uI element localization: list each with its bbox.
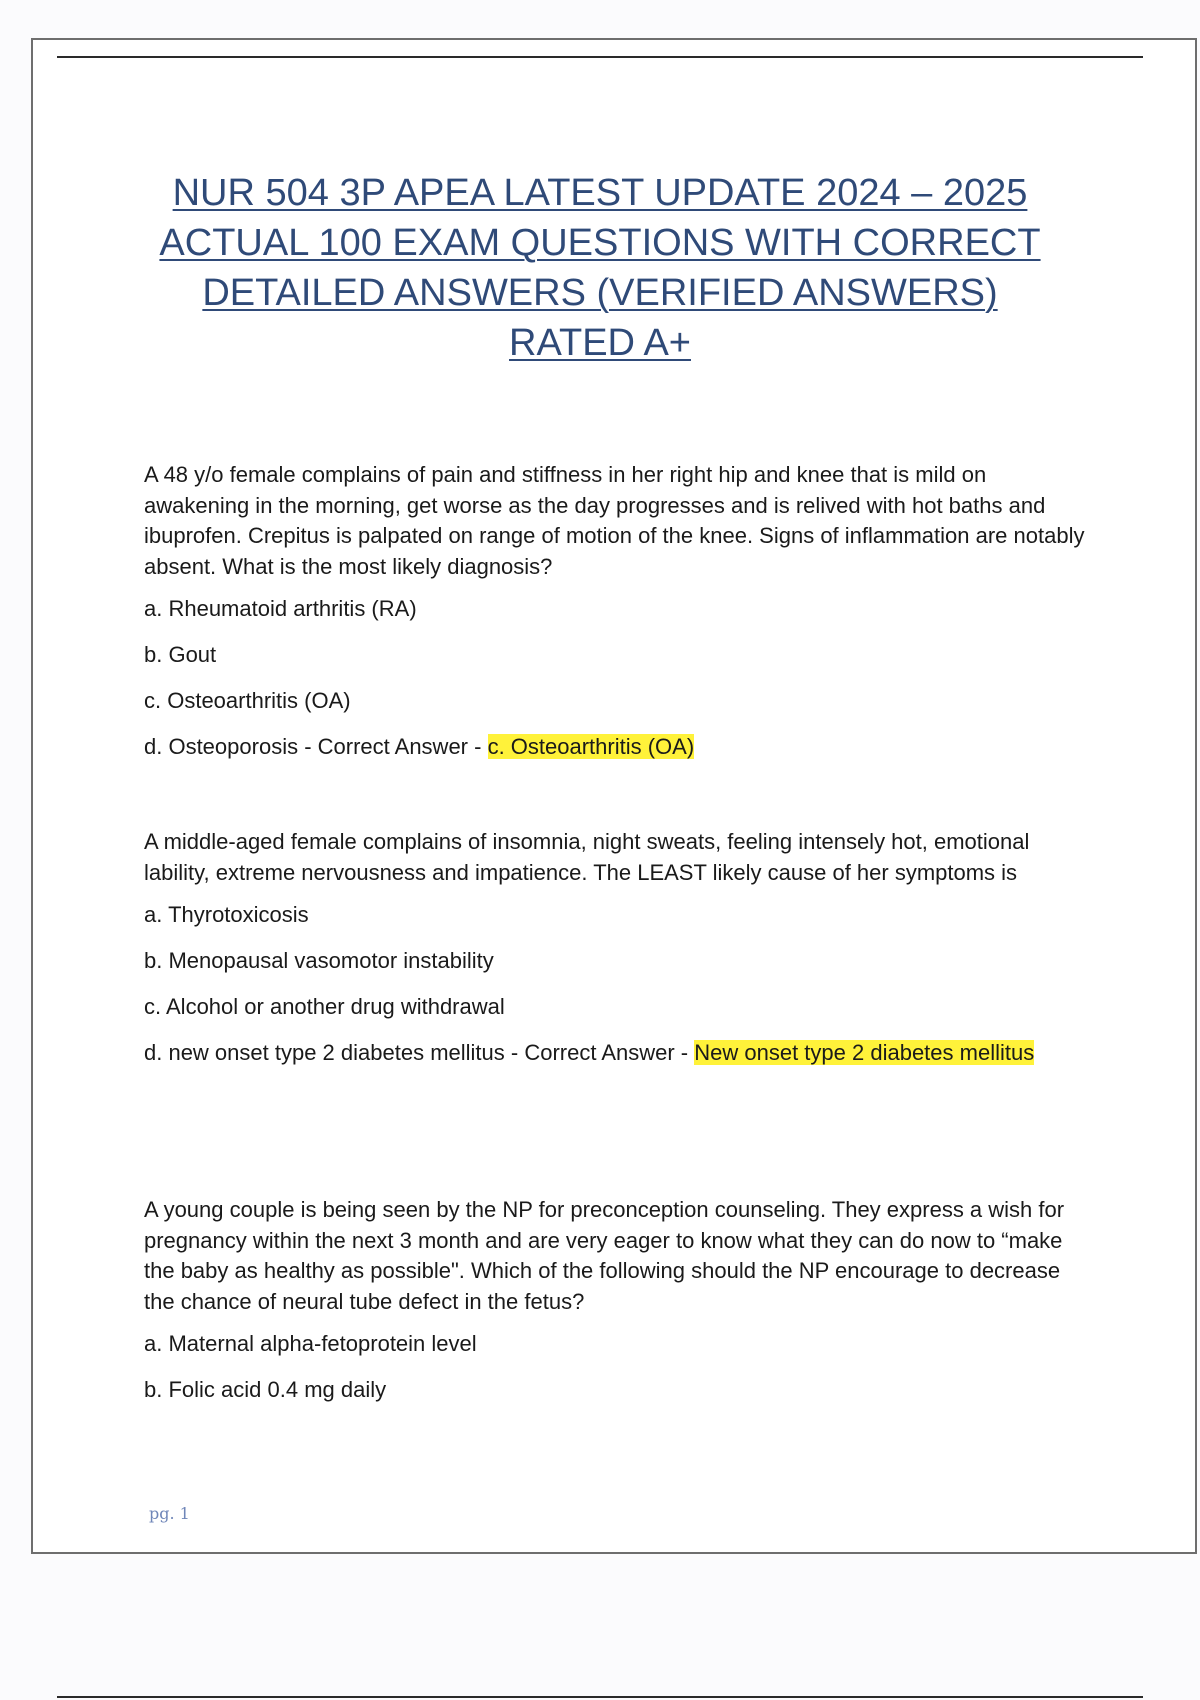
option-b: b. Folic acid 0.4 mg daily bbox=[144, 1377, 387, 1402]
document-title bbox=[130, 168, 1070, 368]
answer-prefix: - Correct Answer - bbox=[298, 734, 488, 759]
option-c: c. Osteoarthritis (OA) bbox=[144, 688, 351, 713]
answer-prefix: - Correct Answer - bbox=[504, 1040, 695, 1065]
question-stem: A young couple is being seen by the NP for preconception counseling. They express a wish for pregnancy within the next 3 month and are very eager to know what they can do now to “make the baby as healthy as possible". Which of the following should the NP encourage to decrease the chance of neural tube defect in the fetus? bbox=[144, 1197, 1065, 1314]
option-d: d. new onset type 2 diabetes mellitus bbox=[144, 1040, 505, 1065]
title-line-3: DETAILED ANSWERS (VERIFIED ANSWERS) bbox=[202, 272, 998, 314]
title-line-1: NUR 504 3P APEA LATEST UPDATE 2024 – 2025 bbox=[172, 172, 1028, 214]
page-number: pg. 1 bbox=[149, 1504, 190, 1523]
option-c: c. Alcohol or another drug withdrawal bbox=[144, 994, 505, 1019]
next-page-top-rule bbox=[57, 1696, 1143, 1698]
option-a: a. Rheumatoid arthritis (RA) bbox=[144, 596, 417, 621]
question-1 bbox=[144, 460, 1094, 778]
title-line-4: RATED A+ bbox=[509, 322, 691, 364]
option-d-with-answer bbox=[144, 732, 1094, 762]
option-d: d. Osteoporosis bbox=[144, 734, 299, 759]
correct-answer-highlight: New onset type 2 diabetes mellitus bbox=[694, 1040, 1035, 1065]
top-rule bbox=[57, 56, 1143, 58]
correct-answer-highlight: c. Osteoarthritis (OA) bbox=[487, 734, 695, 759]
option-b: b. Gout bbox=[144, 642, 217, 667]
option-d-with-answer bbox=[144, 1038, 1094, 1068]
option-a: a. Maternal alpha-fetoprotein level bbox=[144, 1331, 477, 1356]
question-stem: A 48 y/o female complains of pain and stiffness in her right hip and knee that is mild on awakening in the morning, get worse as the day progresses and is relived with hot baths and ibuprofen. Crepitus is palpated on range of motion of the knee. Signs of inflammation are notably absent. What is the most likely diagnosis? bbox=[144, 462, 1085, 579]
option-a: a. Thyrotoxicosis bbox=[144, 902, 309, 927]
question-3 bbox=[144, 1195, 1094, 1421]
question-stem: A middle-aged female complains of insomnia, night sweats, feeling intensely hot, emotional lability, extreme nervousness and impatience. The LEAST likely cause of her symptoms is bbox=[144, 829, 1030, 885]
question-2 bbox=[144, 827, 1094, 1084]
option-b: b. Menopausal vasomotor instability bbox=[144, 948, 494, 973]
title-line-2: ACTUAL 100 EXAM QUESTIONS WITH CORRECT bbox=[159, 222, 1041, 264]
